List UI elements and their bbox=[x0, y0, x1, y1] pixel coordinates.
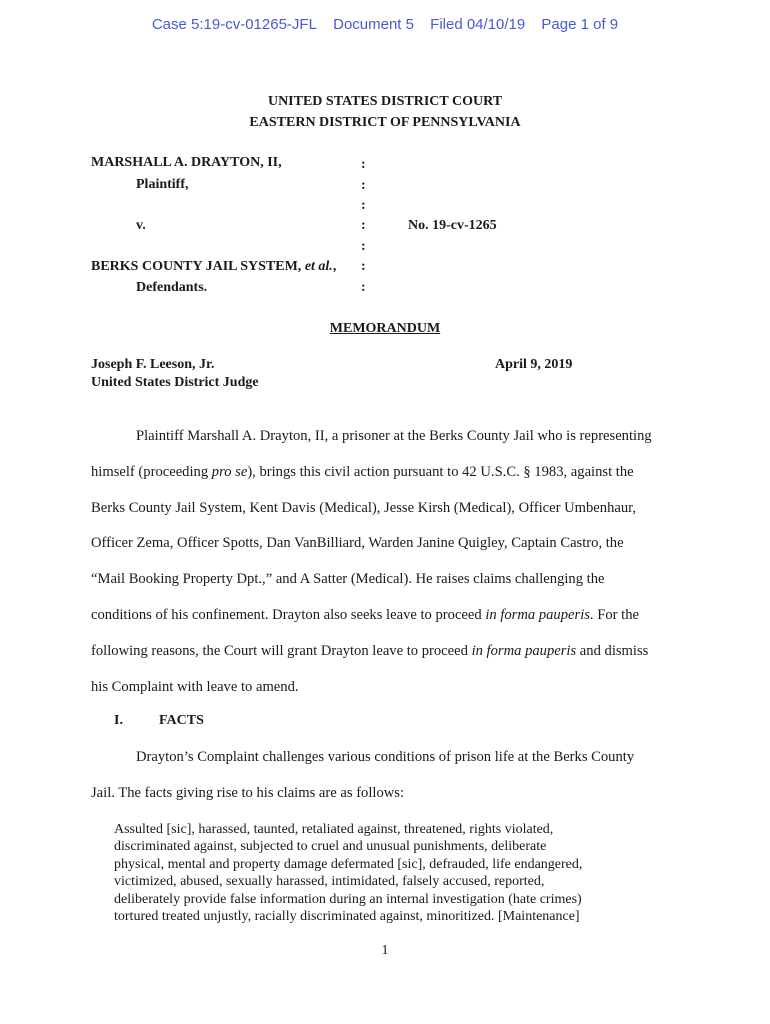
defendant-role: Defendants. bbox=[136, 280, 208, 295]
court-district: EASTERN DISTRICT OF PENNSYLVANIA bbox=[249, 115, 521, 130]
caption-colon: : bbox=[361, 178, 366, 193]
plaintiff-role: Plaintiff, bbox=[136, 177, 189, 192]
quote-line: victimized, abused, sexually harassed, intimidated, falsely accused, reported, bbox=[114, 874, 545, 889]
caption-colon: : bbox=[361, 218, 366, 233]
versus: v. bbox=[136, 218, 146, 233]
judge-name: Joseph F. Leeson, Jr. bbox=[91, 357, 215, 372]
ecf-header bbox=[0, 16, 770, 33]
quote-line: physical, mental and property damage defermated [sic], defrauded, life endangered, bbox=[114, 857, 583, 872]
judge-title: United States District Judge bbox=[91, 375, 259, 390]
memorandum-title: MEMORANDUM bbox=[329, 321, 441, 336]
filed-date: Filed 04/10/19 bbox=[430, 16, 526, 33]
text-line: Berks County Jail System, Kent Davis (Medical), Jesse Kirsh (Medical), Officer Umbenhaur, bbox=[91, 500, 637, 516]
quote-line: discriminated against, subjected to cruel and unusual punishments, deliberate bbox=[114, 839, 547, 854]
quote-line: Assulted [sic], harassed, taunted, retaliated against, threatened, rights violated, bbox=[114, 822, 554, 837]
caption-colon: : bbox=[361, 259, 366, 274]
text-line: Officer Zema, Officer Spotts, Dan VanBilliard, Warden Janine Quigley, Captain Castro, the bbox=[91, 535, 624, 551]
quote-line: deliberately provide false information during an internal investigation (hate crimes) bbox=[114, 892, 582, 907]
text-line: Jail. The facts giving rise to his claims are as follows: bbox=[91, 785, 405, 801]
caption-colon: : bbox=[361, 198, 366, 213]
caption-colon: : bbox=[361, 157, 366, 172]
page-number: 1 bbox=[381, 943, 389, 958]
text-line: Plaintiff Marshall A. Drayton, II, a prisoner at the Berks County Jail who is representing bbox=[136, 428, 652, 444]
text-line: himself (proceeding pro se), brings this civil action pursuant to 42 U.S.C. § 1983, against the bbox=[91, 464, 634, 480]
text-line: “Mail Booking Property Dpt.,” and A Satter (Medical). He raises claims challenging the bbox=[91, 571, 605, 587]
text-line: following reasons, the Court will grant Drayton leave to proceed in forma pauperis and dismiss bbox=[91, 643, 649, 659]
section-title: FACTS bbox=[159, 713, 204, 728]
text-line: conditions of his confinement. Drayton also seeks leave to proceed in forma pauperis. For the bbox=[91, 607, 639, 623]
text-line: Drayton’s Complaint challenges various conditions of prison life at the Berks County bbox=[136, 749, 635, 765]
document-number: Document 5 bbox=[333, 16, 414, 33]
caption-colon: : bbox=[361, 280, 366, 295]
defendant-name: BERKS COUNTY JAIL SYSTEM, et al., bbox=[91, 259, 337, 274]
text-line: his Complaint with leave to amend. bbox=[91, 679, 299, 695]
page-count: Page 1 of 9 bbox=[541, 16, 619, 33]
plaintiff-name: MARSHALL A. DRAYTON, II, bbox=[91, 155, 282, 170]
caption-colon: : bbox=[361, 239, 366, 254]
court-name: UNITED STATES DISTRICT COURT bbox=[267, 94, 503, 109]
memo-date: April 9, 2019 bbox=[495, 357, 573, 372]
case-number-header: Case 5:19-cv-01265-JFL bbox=[151, 16, 317, 33]
quote-line: tortured treated unjustly, racially discriminated against, minoritized. [Maintenance] bbox=[114, 909, 580, 924]
docket-number: No. 19-cv-1265 bbox=[408, 218, 497, 233]
section-number: I. bbox=[114, 713, 123, 728]
